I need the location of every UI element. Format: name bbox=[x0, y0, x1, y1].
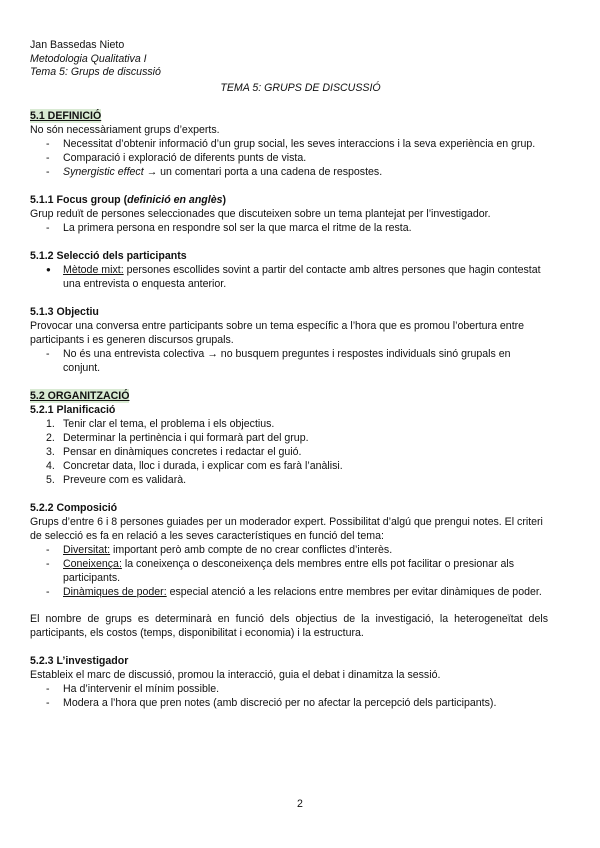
numbered-list bbox=[30, 417, 548, 487]
list-item: 5. Preveure com es validarà. bbox=[46, 474, 187, 486]
list-item: - Modera a l’hora que pren notes (amb discreció per no afectar la percepció dels participants). bbox=[30, 696, 548, 710]
subsection-heading: 5.2.1 Planificació bbox=[30, 404, 116, 416]
document-header bbox=[30, 39, 161, 80]
subsection-heading: 5.2.3 L’investigador bbox=[30, 655, 129, 667]
list-item: - Dinàmiques de poder: especial atenció a les relacions entre membres per evitar dinàmiques de poder. bbox=[30, 585, 548, 599]
list-item: - No és una entrevista colectiva → no busquem preguntes i respostes individuals sinó grupals en conjunt. bbox=[30, 347, 548, 375]
section-heading: 5.1 DEFINICIÓ bbox=[30, 110, 102, 122]
list-item: - La primera persona en respondre sol ser la que marca el ritme de la resta. bbox=[30, 221, 548, 235]
dash-list bbox=[30, 543, 548, 599]
paragraph: El nombre de grups es determinarà en funció dels objectius de la investigació, la heterogeneïtat dels participants, els costos (temps, disponibilitat i economia) i la estructura. bbox=[30, 613, 548, 639]
course-name: Metodologia Qualitativa I bbox=[30, 52, 147, 65]
list-item: - Ha d’intervenir el mínim possible. bbox=[30, 682, 548, 696]
list-item: 4. Concretar data, lloc i durada, i explicar com es farà l’anàlisi. bbox=[46, 460, 343, 472]
subsection-heading: 5.2.2 Composició bbox=[30, 502, 118, 514]
page-number: 2 bbox=[297, 798, 303, 810]
subsection-heading: 5.1.2 Selecció dels participants bbox=[30, 250, 187, 262]
section-5-1-2 bbox=[30, 249, 548, 291]
topic-name: Tema 5: Grups de discussió bbox=[30, 66, 161, 78]
paragraph: Grup reduït de persones seleccionades que discuteixen sobre un tema plantejat per l’investigador. bbox=[30, 208, 491, 220]
section-5-2-3 bbox=[30, 654, 548, 710]
list-item: 2. Determinar la pertinència i qui formarà part del grup. bbox=[46, 432, 309, 444]
section-5-1 bbox=[30, 109, 548, 179]
subsection-heading: 5.1.1 Focus group (definició en anglès) bbox=[30, 194, 227, 206]
section-5-1-3 bbox=[30, 305, 548, 375]
subsection-heading: 5.1.3 Objectiu bbox=[30, 306, 99, 318]
paragraph: Estableix el marc de discussió, promou la interacció, guia el debat i dinamitza la sessió. bbox=[30, 669, 441, 681]
list-item: 3. Pensar en dinàmiques concretes i redactar el guió. bbox=[46, 446, 302, 458]
section-5-2 bbox=[30, 389, 548, 487]
bullet-list bbox=[30, 263, 548, 291]
dash-list bbox=[30, 137, 548, 179]
section-5-2-2 bbox=[30, 501, 548, 640]
list-item: - Synergistic effect → un comentari porta a una cadena de respostes. bbox=[30, 165, 548, 179]
dash-list bbox=[30, 682, 548, 710]
page-title: TEMA 5: GRUPS DE DISCUSSIÓ bbox=[220, 82, 381, 94]
dash-list bbox=[30, 347, 548, 375]
author-name: Jan Bassedas Nieto bbox=[30, 39, 125, 51]
section-heading: 5.2 ORGANITZACIÓ bbox=[30, 390, 130, 402]
paragraph: Grups d’entre 6 i 8 persones guiades per un moderador expert. Possibilitat d’algú que prengui notes. El criteri de selecció es fa en relació a les seves característiques en funció del tema: bbox=[30, 516, 543, 542]
list-item: ● Mètode mixt: persones escollides sovint a partir del contacte amb altres persones que hagin contestat una entrevista o enquesta anterior. bbox=[30, 263, 548, 291]
list-item: - Coneixença: la coneixença o desconeixença dels membres entre ells pot facilitar o presionar als participants. bbox=[30, 557, 548, 585]
section-5-1-1 bbox=[30, 193, 548, 235]
document-body bbox=[30, 109, 548, 710]
paragraph: No són necessàriament grups d’experts. bbox=[30, 124, 220, 136]
list-item: 1. Tenir clar el tema, el problema i els objectius. bbox=[46, 418, 275, 430]
dash-list bbox=[30, 221, 548, 235]
list-item: - Comparació i exploració de diferents punts de vista. bbox=[30, 151, 548, 165]
list-item: - Necessitat d’obtenir informació d’un grup social, les seves interaccions i la seva experiència en grup. bbox=[30, 137, 548, 151]
list-item: - Diversitat: important però amb compte de no crear conflictes d’interès. bbox=[30, 543, 548, 557]
paragraph: Provocar una conversa entre participants sobre un tema específic a l’hora que es promou l’obertura entre participants i es generen discursos grupals. bbox=[30, 320, 525, 346]
